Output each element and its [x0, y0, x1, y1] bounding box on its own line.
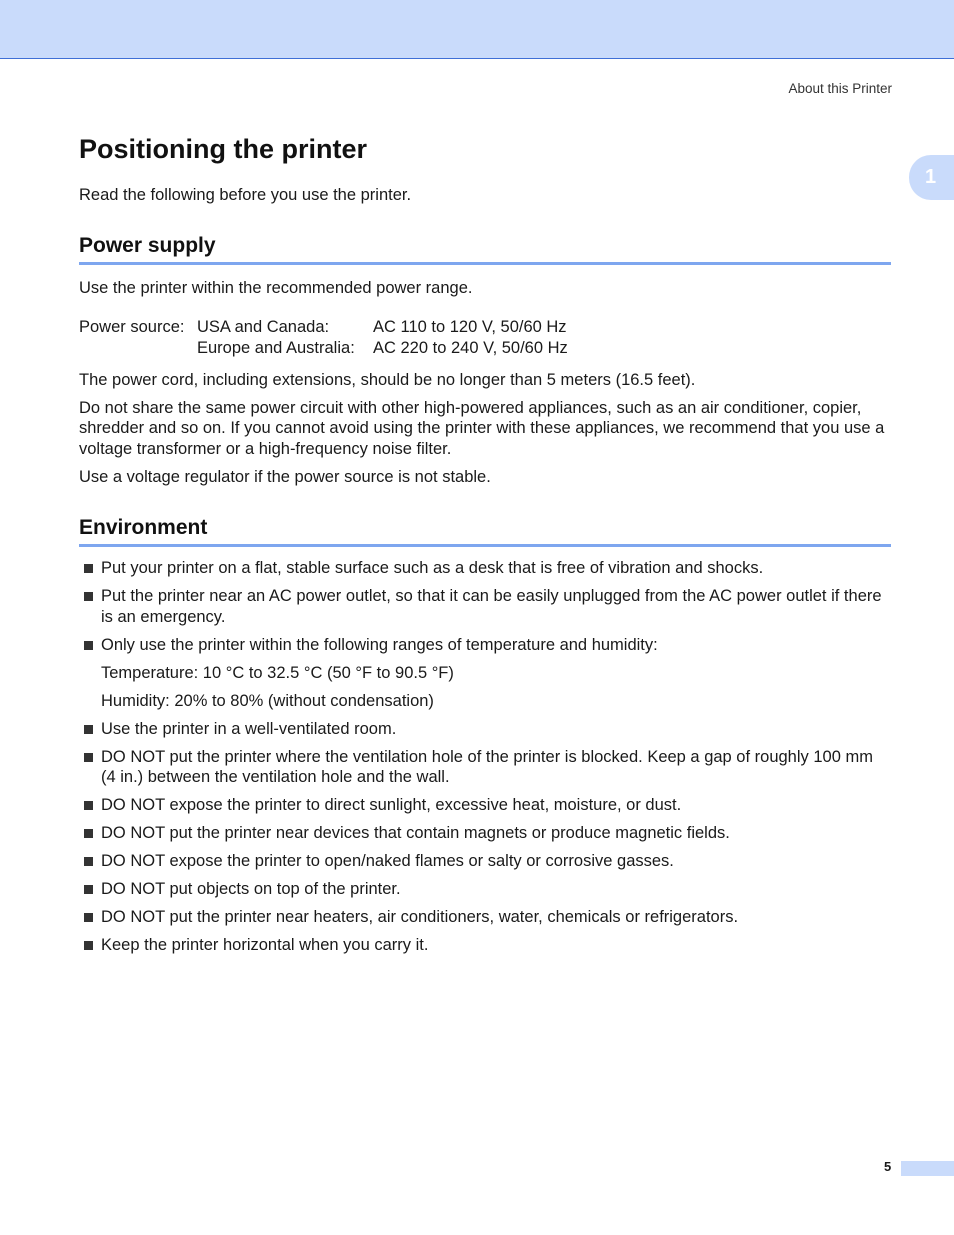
bullet-square-icon	[84, 829, 93, 838]
voltage-regulator-paragraph: Use a voltage regulator if the power source is not stable.	[79, 467, 491, 486]
intro-text: Read the following before you use the printer.	[79, 186, 412, 204]
bullet-square-icon	[84, 801, 93, 810]
temperature-range: Temperature: 10 °C to 32.5 °C (50 °F to 90.5 °F)	[101, 663, 454, 682]
environment-heading: Environment	[79, 516, 891, 547]
page-title: Positioning the printer	[79, 134, 367, 164]
bullet-square-icon	[84, 913, 93, 922]
page-number: 5	[884, 1159, 892, 1174]
power-region: Europe and Australia:	[197, 338, 355, 357]
footer-band	[901, 1161, 954, 1176]
environment-list	[79, 558, 891, 956]
list-item: DO NOT expose the printer to direct sunlight, excessive heat, moisture, or dust.	[79, 795, 891, 816]
bullet-square-icon	[84, 592, 93, 601]
environment-section	[79, 516, 891, 963]
list-item: DO NOT expose the printer to open/naked flames or salty or corrosive gasses.	[79, 851, 891, 872]
environment-bullets	[79, 558, 891, 655]
power-row	[79, 317, 568, 338]
bullet-square-icon	[84, 885, 93, 894]
power-cord-paragraph: The power cord, including extensions, should be no longer than 5 meters (16.5 feet).	[79, 370, 696, 389]
power-circuit-paragraph: Do not share the same power circuit with other high-powered appliances, such as an air conditioner, copier, shredder and so on. If you cannot avoid using the printer with these appliances, we recommend that you use a voltage transformer or a high-frequency noise filter.	[79, 398, 885, 458]
list-item: DO NOT put the printer near devices that contain magnets or produce magnetic fields.	[79, 823, 891, 844]
bullet-square-icon	[84, 725, 93, 734]
bullet-square-icon	[84, 564, 93, 573]
power-spec: AC 220 to 240 V, 50/60 Hz	[373, 338, 568, 357]
list-item: Only use the printer within the following ranges of temperature and humidity:	[79, 635, 891, 656]
list-item: Keep the printer horizontal when you carry it.	[79, 935, 891, 956]
power-supply-intro: Use the printer within the recommended power range.	[79, 279, 473, 297]
environment-bullets-continued	[79, 719, 891, 956]
power-region: USA and Canada:	[197, 317, 330, 336]
humidity-range: Humidity: 20% to 80% (without condensation)	[101, 691, 434, 710]
power-source-table	[79, 317, 568, 359]
bullet-square-icon	[84, 641, 93, 650]
bullet-square-icon	[84, 941, 93, 950]
power-row	[79, 338, 568, 359]
list-item: Put your printer on a flat, stable surface such as a desk that is free of vibration and shocks.	[79, 558, 891, 579]
power-supply-heading: Power supply	[79, 234, 891, 265]
list-item: DO NOT put the printer near heaters, air conditioners, water, chemicals or refrigerators.	[79, 907, 891, 928]
top-header-band	[0, 0, 954, 59]
list-item: Put the printer near an AC power outlet, so that it can be easily unplugged from the AC power outlet if there is an emergency.	[79, 586, 891, 627]
bullet-square-icon	[84, 857, 93, 866]
bullet-square-icon	[84, 753, 93, 762]
list-item: DO NOT put objects on top of the printer.	[79, 879, 891, 900]
list-item: Use the printer in a well-ventilated room.	[79, 719, 891, 740]
running-header: About this Printer	[788, 81, 892, 96]
chapter-tab: 1	[909, 155, 954, 200]
power-source-label: Power source:	[79, 317, 185, 336]
power-supply-section	[79, 234, 891, 487]
power-spec: AC 110 to 120 V, 50/60 Hz	[373, 317, 567, 336]
list-item: DO NOT put the printer where the ventilation hole of the printer is blocked. Keep a gap of roughly 100 mm (4 in.) between the ventilation hole and the wall.	[79, 747, 891, 788]
